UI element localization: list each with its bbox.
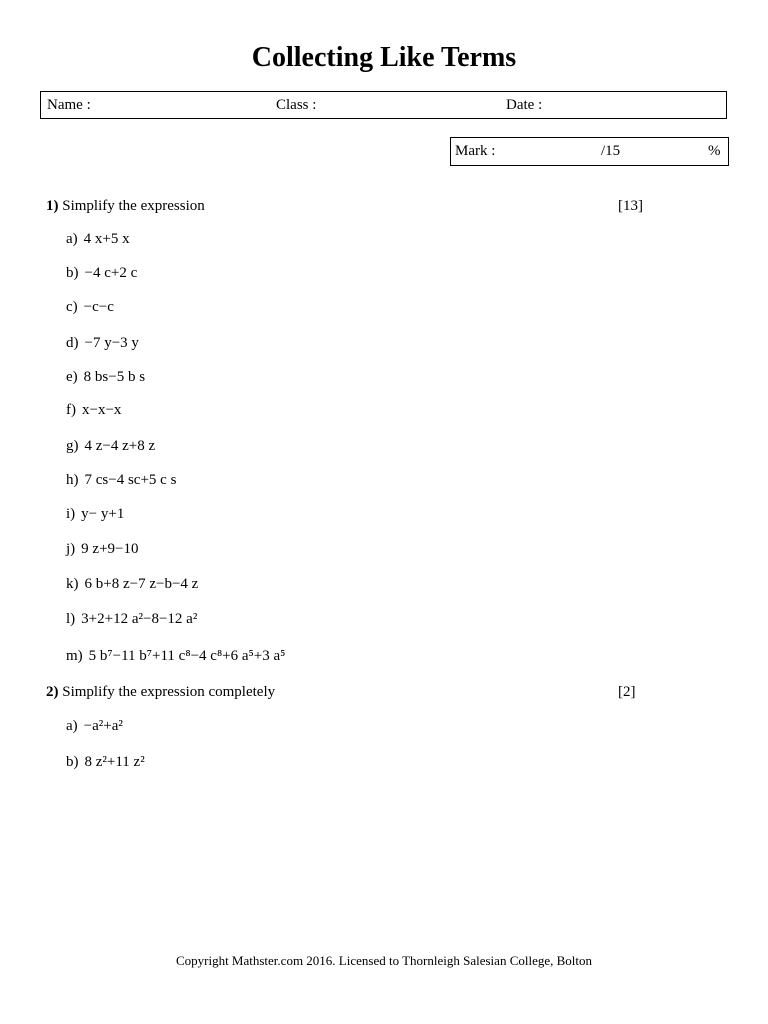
- q1-part-h: h) 7 cs−4 sc+5 c s: [66, 472, 177, 488]
- mark-box: [450, 137, 729, 166]
- q1-part-a: a) 4 x+5 x: [66, 231, 130, 247]
- name-label: Name :: [47, 97, 91, 113]
- page-title: Collecting Like Terms: [251, 42, 517, 73]
- class-label: Class :: [276, 97, 317, 113]
- question-1-text: Simplify the expression: [62, 198, 205, 214]
- q1-part-c: c) −c−c: [66, 299, 114, 315]
- mark-total: /15: [601, 143, 621, 159]
- question-2-text: Simplify the expression completely: [62, 684, 276, 700]
- copyright-footer: Copyright Mathster.com 2016. Licensed to Thornleigh Salesian College, Bolton: [175, 953, 593, 968]
- q1-part-m: m) 5 b⁷−11 b⁷+11 c⁸−4 c⁸+6 a⁵+3 a⁵: [66, 648, 286, 664]
- question-2: [46, 684, 275, 701]
- date-label: Date :: [506, 97, 543, 113]
- mark-label: Mark :: [455, 143, 496, 159]
- q1-part-e: e) 8 bs−5 b s: [66, 369, 146, 385]
- q1-part-d: d) −7 y−3 y: [66, 335, 139, 351]
- q1-part-i: i) y− y+1: [66, 506, 125, 522]
- question-2-marks: [2]: [618, 684, 636, 700]
- question-2-number: 2): [46, 684, 59, 700]
- q1-part-l: l) 3+2+12 a²−8−12 a²: [66, 611, 198, 627]
- q1-part-f: f) x−x−x: [66, 402, 122, 418]
- q1-part-k: k) 6 b+8 z−7 z−b−4 z: [66, 576, 199, 592]
- q1-part-j: j) 9 z+9−10: [66, 541, 139, 557]
- q2-part-b: b) 8 z²+11 z²: [66, 754, 145, 770]
- student-info-box: [40, 91, 727, 119]
- q1-part-g: g) 4 z−4 z+8 z: [66, 438, 156, 454]
- question-1-number: 1): [46, 198, 59, 214]
- q2-part-a: a) −a²+a²: [66, 718, 123, 734]
- q1-part-b: b) −4 c+2 c: [66, 265, 138, 281]
- question-1-marks: [13]: [618, 198, 643, 214]
- question-1: [46, 198, 205, 215]
- mark-percent: %: [708, 143, 721, 159]
